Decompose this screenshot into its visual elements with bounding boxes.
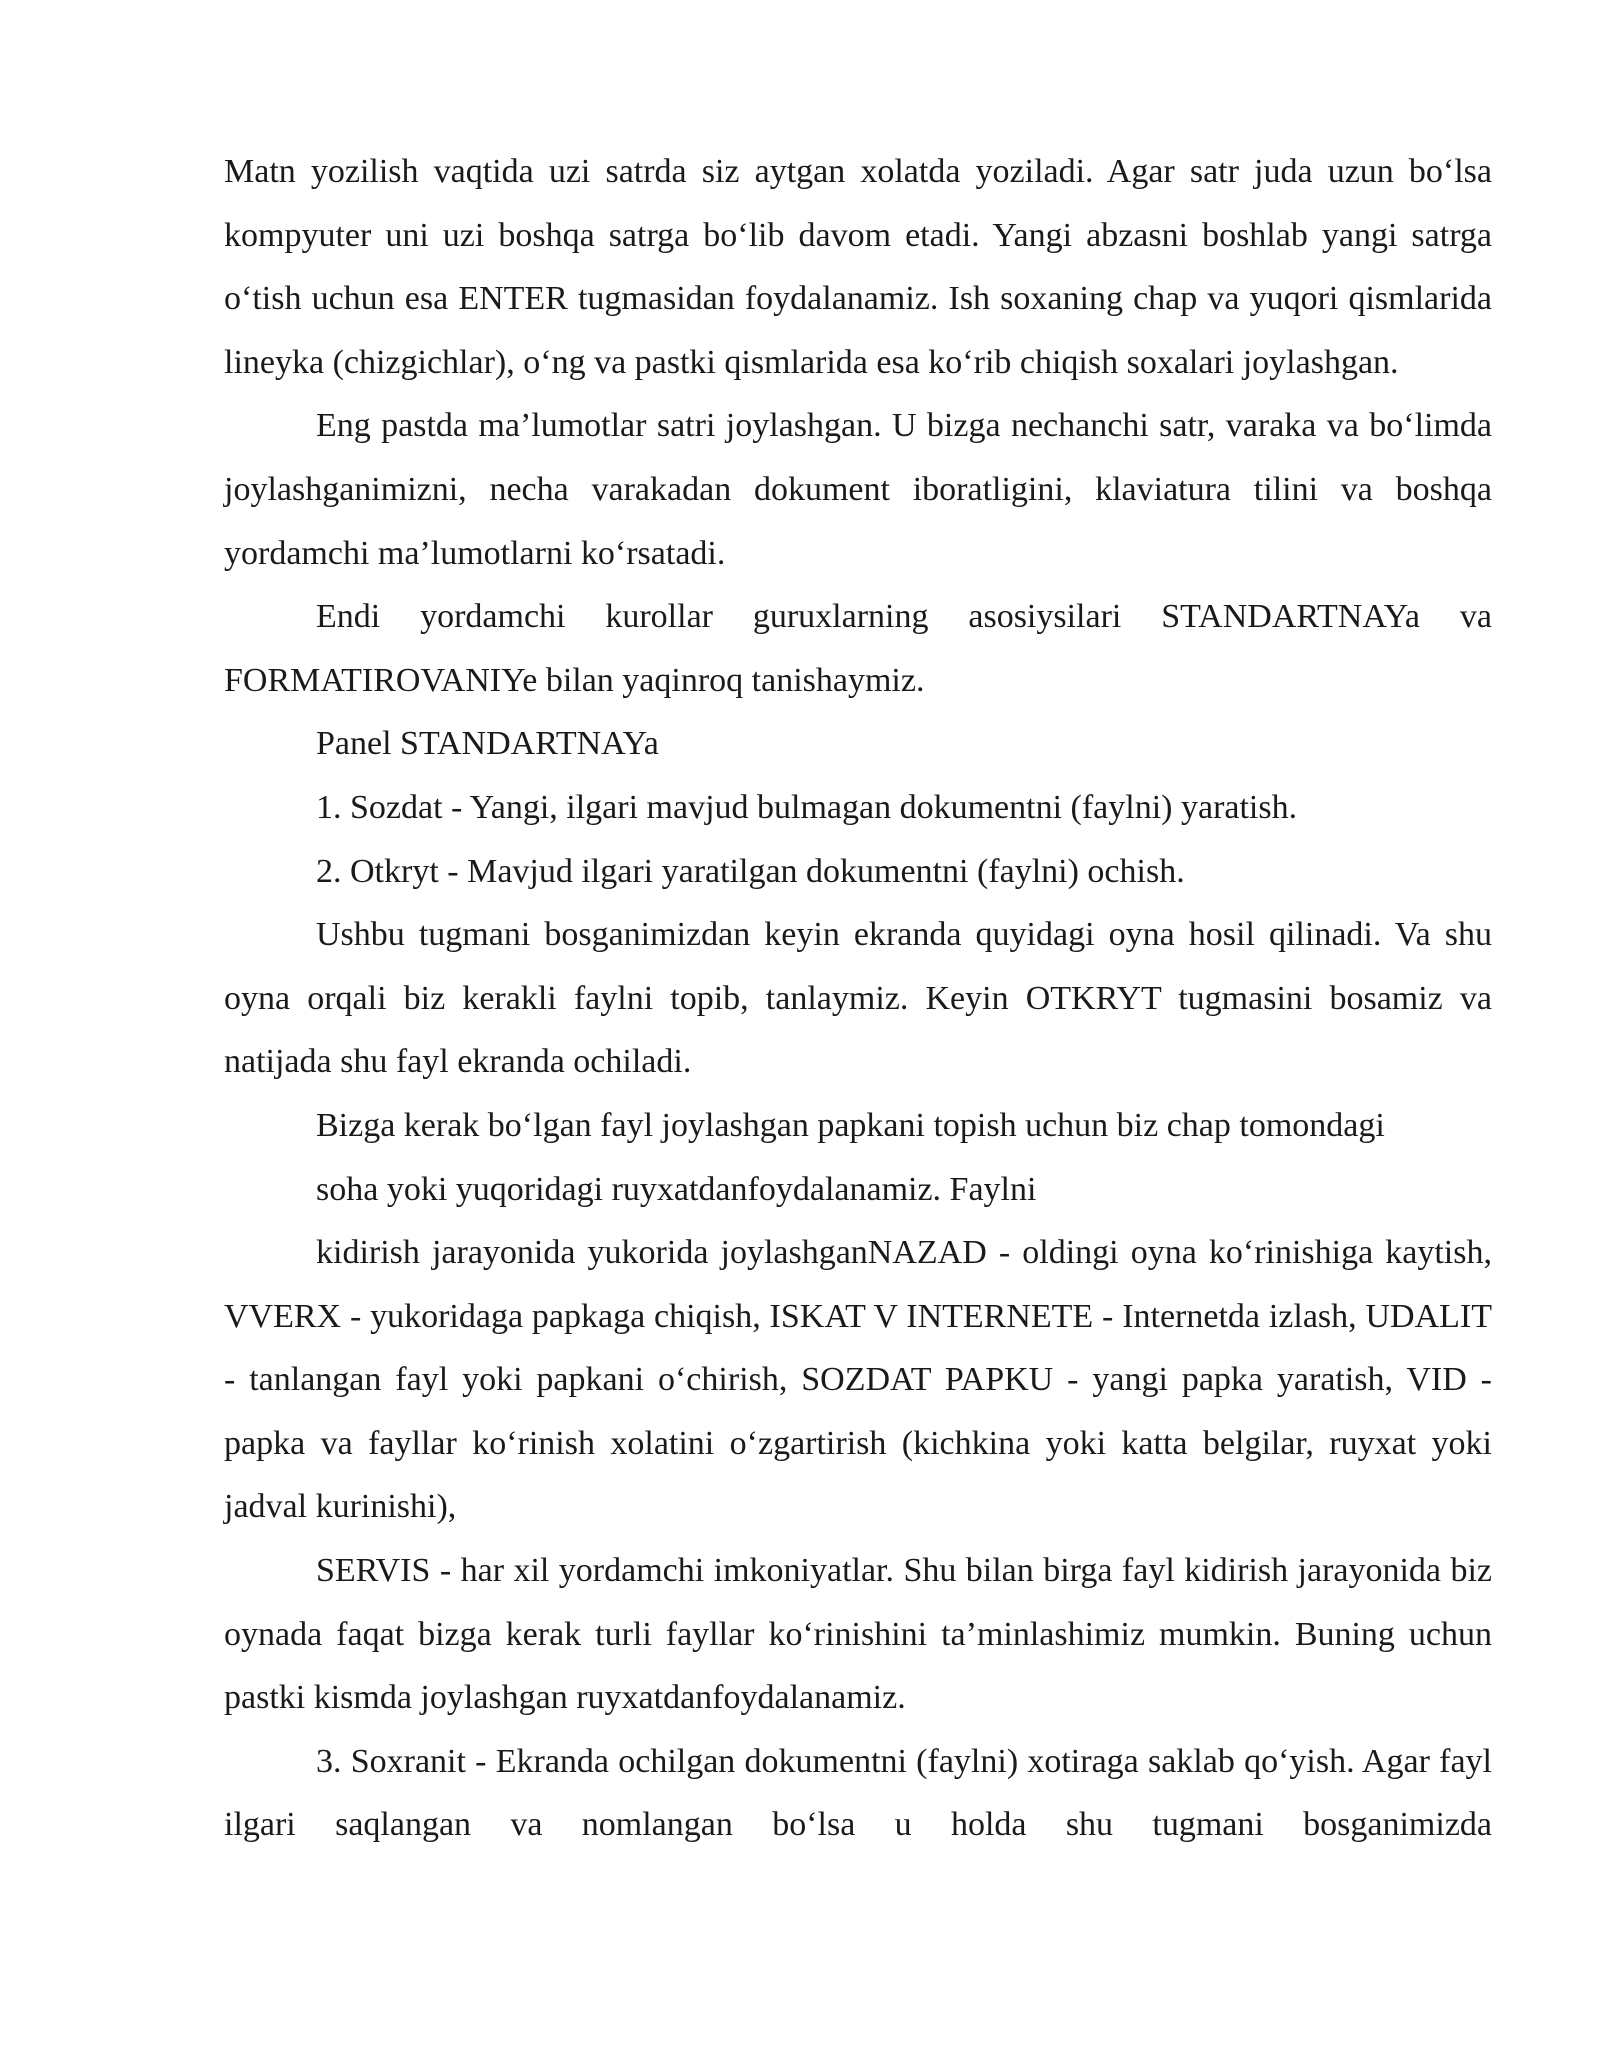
list-item-soxranit: 3. Soxranit - Ekranda ochilgan dokumentni (faylni) xotiraga saklab qo‘yish. Agar fayl ilgari saqlangan va nomlangan bo‘lsa u holda shu tugmani bosganimizda	[224, 1742, 1492, 1844]
section-heading-panel-standartnaya: Panel STANDARTNAYa	[316, 725, 659, 763]
paragraph-dialog-buttons: kidirish jarayonida yukorida joylashganNAZAD - oldingi oyna ko‘rinishiga kaytish, VVERX - yukoridaga papkaga chiqish, ISKAT V INTERNETE - Internetda izlash, UDALIT - tanlangan fayl yoki papkani o‘chirish, SOZDAT PAPKU - yangi papka yaratish, VID - papka va fayllar ko‘rinish xolatini o‘zgartirish (kichkina yoki katta belgilar, ruyxat yoki jadval kurinishi),	[224, 1234, 1492, 1526]
paragraph-servis: SERVIS - har xil yordamchi imkoniyatlar. Shu bilan birga fayl kidirish jarayonida biz oynada faqat bizga kerak turli fayllar ko‘rinishini ta’minlashimiz mumkin. Buning uchun pastki kismda joylashgan ruyxatdanfoydalanamiz.	[224, 1552, 1492, 1717]
list-item-sozdat: 1. Sozdat - Yangi, ilgari mavjud bulmagan dokumentni (faylni) yaratish.	[316, 788, 1298, 826]
paragraph-toolbars-intro: Endi yordamchi kurollar guruxlarning asosiysilari STANDARTNAYa va FORMATIROVANIYe bilan yaqinroq tanishaymiz.	[224, 598, 1492, 699]
document-body	[224, 140, 1492, 1857]
paragraph-open-dialog: Ushbu tugmani bosganimizdan keyin ekranda quyidagi oyna hosil qilinadi. Va shu oyna orqali biz kerakli faylni topib, tanlaymiz. Keyin OTKRYT tugmasini bosamiz va natijada shu fayl ekranda ochiladi.	[224, 916, 1492, 1081]
paragraph-text-entry: Matn yozilish vaqtida uzi satrda siz aytgan xolatda yoziladi. Agar satr juda uzun bo‘lsa kompyuter uni uzi boshqa satrga bo‘lib davom etadi. Yangi abzasni boshlab yangi satrga o‘tish uchun esa ENTER tugmasidan foydalanamiz. Ish soxaning chap va yuqori qismlarida lineyka (chizgichlar), o‘ng va pastki qismlarida esa ko‘rib chiqish soxalari joylashgan.	[224, 153, 1492, 381]
list-item-otkryt: 2. Otkryt - Mavjud ilgari yaratilgan dokumentni (faylni) ochish.	[316, 852, 1185, 890]
paragraph-status-bar: Eng pastda ma’lumotlar satri joylashgan. U bizga nechanchi satr, varaka va bo‘limda joylashganimizni, necha varakadan dokument iboratligini, klaviatura tilini va boshqa yordamchi ma’lumotlarni ko‘rsatadi.	[224, 407, 1492, 572]
paragraph-folder-search-line-1: Bizga kerak bo‘lgan fayl joylashgan papkani topish uchun biz chap tomondagi	[316, 1106, 1385, 1144]
paragraph-folder-search-line-2: soha yoki yuqoridagi ruyxatdanfoydalanamiz. Faylni	[316, 1170, 1037, 1208]
